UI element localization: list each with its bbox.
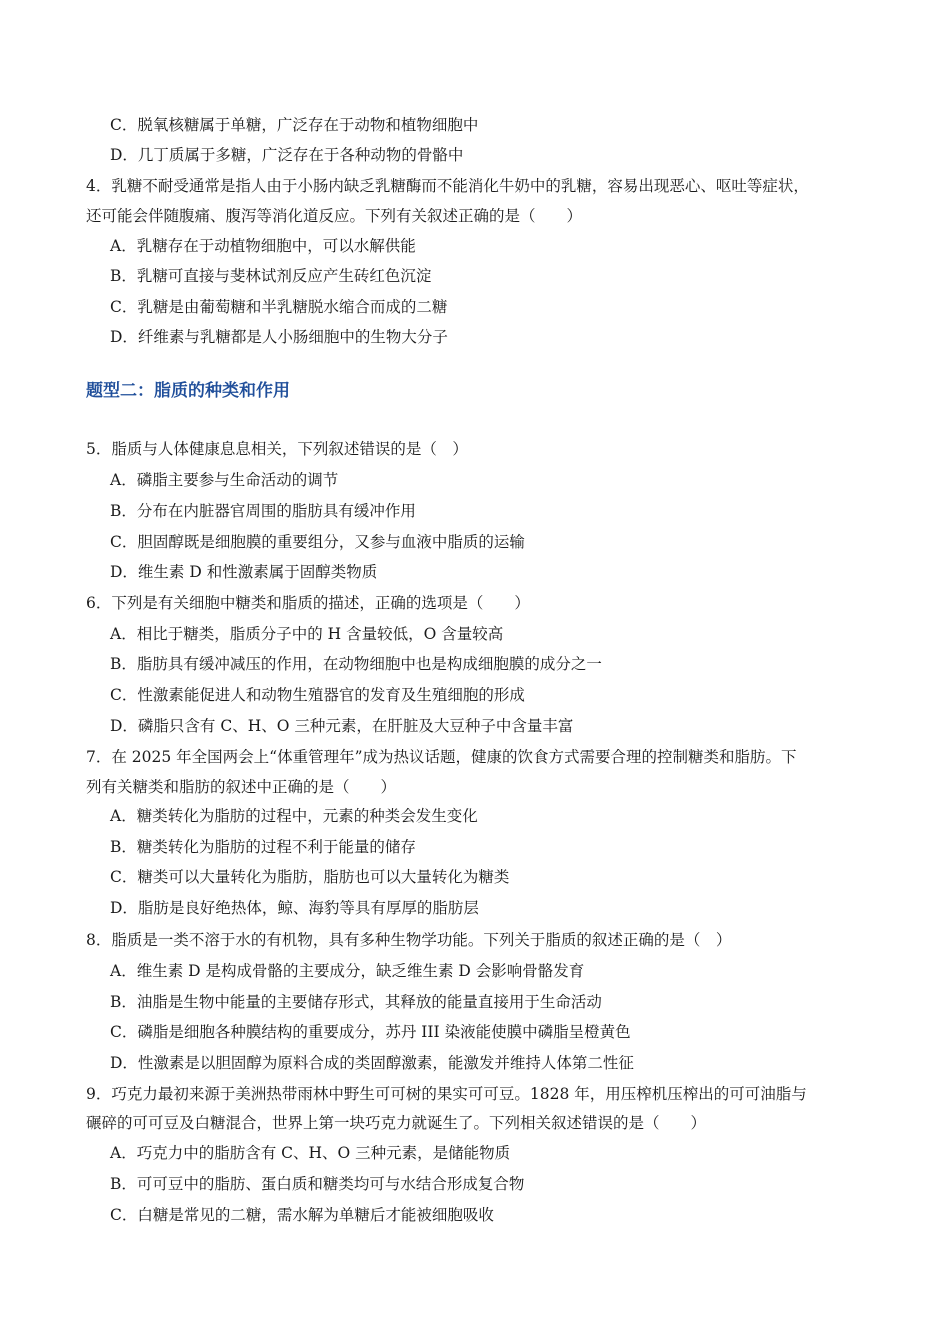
q6-option-b: B．脂肪具有缓冲减压的作用，在动物细胞中也是构成细胞膜的成分之一: [110, 655, 602, 673]
q4-stem-line2: 还可能会伴随腹痛、腹泻等消化道反应。下列有关叙述正确的是（ ）: [86, 207, 583, 225]
q7-option-d: D．脂肪是良好绝热体，鲸、海豹等具有厚厚的脂肪层: [110, 899, 479, 917]
q4-option-d: D．纤维素与乳糖都是人小肠细胞中的生物大分子: [110, 328, 448, 346]
q5-option-a: A．磷脂主要参与生命活动的调节: [110, 471, 339, 489]
q4-option-b: B．乳糖可直接与斐林试剂反应产生砖红色沉淀: [110, 267, 432, 285]
q6-stem: 6．下列是有关细胞中糖类和脂质的描述，正确的选项是（ ）: [86, 594, 530, 612]
q7-option-c: C．糖类可以大量转化为脂肪，脂肪也可以大量转化为糖类: [110, 868, 510, 886]
prev-option-d: D．几丁质属于多糖，广泛存在于各种动物的骨骼中: [110, 146, 464, 164]
q8-stem: 8．脂质是一类不溶于水的有机物，具有多种生物学功能。下列关于脂质的叙述正确的是（ ）: [86, 931, 732, 949]
q9-stem-line2: 碾碎的可可豆及白糖混合，世界上第一块巧克力就诞生了。下列相关叙述错误的是（ ）: [86, 1114, 707, 1132]
q4-option-c: C．乳糖是由葡萄糖和半乳糖脱水缩合而成的二糖: [110, 298, 448, 316]
q9-option-a: A．巧克力中的脂肪含有 C、H、O 三种元素，是储能物质: [110, 1144, 511, 1162]
prev-option-c: C．脱氧核糖属于单糖，广泛存在于动物和植物细胞中: [110, 116, 479, 134]
q8-option-d: D．性激素是以胆固醇为原料合成的类固醇激素，能激发并维持人体第二性征: [110, 1054, 634, 1072]
q5-stem: 5．脂质与人体健康息息相关，下列叙述错误的是（ ）: [86, 440, 468, 458]
q7-stem-line1: 7．在 2025 年全国两会上“体重管理年”成为热议话题，健康的饮食方式需要合理的控制糖类和脂肪。下: [86, 748, 797, 766]
q5-option-b: B．分布在内脏器官周围的脂肪具有缓冲作用: [110, 502, 416, 520]
q6-option-a: A．相比于糖类，脂质分子中的 H 含量较低，O 含量较高: [110, 625, 504, 643]
q9-option-c: C．白糖是常见的二糖，需水解为单糖后才能被细胞吸收: [110, 1206, 494, 1224]
q9-stem-line1: 9．巧克力最初来源于美洲热带雨林中野生可可树的果实可可豆。1828 年，用压榨机压榨出的可可油脂与: [86, 1085, 807, 1103]
q7-option-b: B．糖类转化为脂肪的过程不利于能量的储存: [110, 838, 416, 856]
q8-option-c: C．磷脂是细胞各种膜结构的重要成分，苏丹 III 染液能使膜中磷脂呈橙黄色: [110, 1023, 631, 1041]
q4-stem-line1: 4．乳糖不耐受通常是指人由于小肠内缺乏乳糖酶而不能消化牛奶中的乳糖，容易出现恶心、呕吐等症状，: [86, 177, 809, 195]
q6-option-c: C．性激素能促进人和动物生殖器官的发育及生殖细胞的形成: [110, 686, 525, 704]
q4-option-a: A．乳糖存在于动植物细胞中，可以水解供能: [110, 237, 416, 255]
q5-option-d: D．维生素 D 和性激素属于固醇类物质: [110, 563, 378, 581]
q7-option-a: A．糖类转化为脂肪的过程中，元素的种类会发生变化: [110, 807, 478, 825]
section-heading: 题型二：脂质的种类和作用: [86, 381, 290, 401]
q8-option-b: B．油脂是生物中能量的主要储存形式，其释放的能量直接用于生命活动: [110, 993, 602, 1011]
q8-option-a: A．维生素 D 是构成骨骼的主要成分，缺乏维生素 D 会影响骨骼发育: [110, 962, 585, 980]
q6-option-d: D．磷脂只含有 C、H、O 三种元素，在肝脏及大豆种子中含量丰富: [110, 717, 574, 735]
q5-option-c: C．胆固醇既是细胞膜的重要组分，又参与血液中脂质的运输: [110, 533, 525, 551]
q7-stem-line2: 列有关糖类和脂肪的叙述中正确的是（ ）: [86, 778, 397, 796]
q9-option-b: B．可可豆中的脂肪、蛋白质和糖类均可与水结合形成复合物: [110, 1175, 525, 1193]
